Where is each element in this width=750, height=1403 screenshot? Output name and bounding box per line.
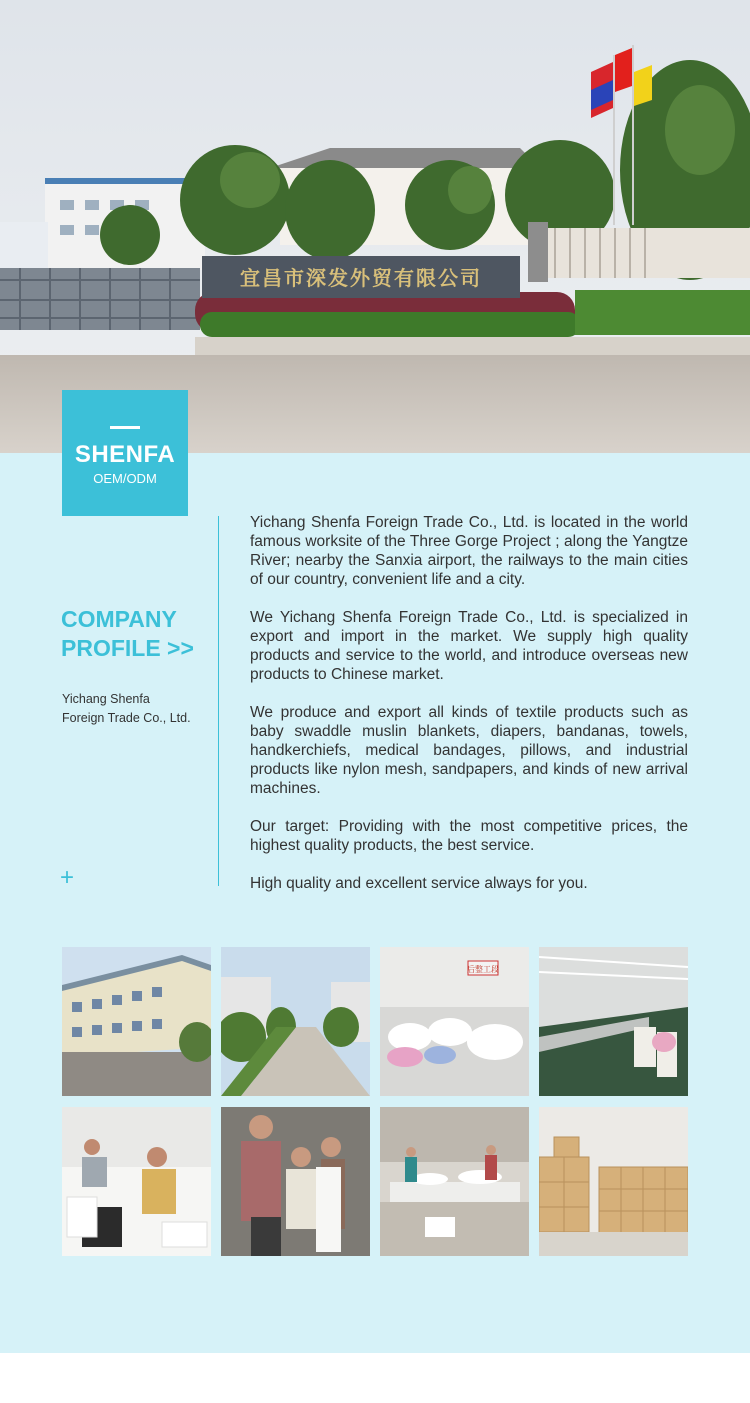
hero-factory-photo xyxy=(0,0,750,453)
badge-divider xyxy=(110,426,140,429)
paragraph-products: We produce and export all kinds of textile products such as baby swaddle muslin blankets, diapers, bandanas, towels, handkerchiefs, medical bandages, pillows, and industrial products like nylon mesh, sandpapers, and kinds of new arrival machines. xyxy=(250,704,688,797)
profile-description xyxy=(250,513,688,912)
warehouse-sign: 后整工段 xyxy=(467,965,499,974)
divider-line xyxy=(218,516,219,886)
heading-line2: PROFILE >> xyxy=(61,635,194,661)
cartons-photo[interactable] xyxy=(539,1107,688,1256)
factory-road-photo[interactable] xyxy=(221,947,370,1096)
company-name xyxy=(62,690,212,728)
warehouse-shelves-photo[interactable] xyxy=(380,947,529,1096)
company-profile-heading[interactable] xyxy=(61,605,194,663)
paragraph-business: We Yichang Shenfa Foreign Trade Co., Ltd. is specialized in export and import in the market. We supply high quality products and service to the world, and introduce overseas new products to Chinese market. xyxy=(250,609,688,683)
paragraph-location: Yichang Shenfa Foreign Trade Co., Ltd. is located in the world famous worksite of the Three Gorge Project ; along the Yangtze River; nearby the Sanxia airport, the railways to the main cities of our country, convenient life and a city. xyxy=(250,514,688,588)
heading-line1: COMPANY xyxy=(61,606,177,632)
plus-icon[interactable]: + xyxy=(60,864,75,891)
paragraph-target: Our target: Providing with the most competitive prices, the highest quality products, the best service. xyxy=(250,818,688,854)
company-name-line1: Yichang Shenfa xyxy=(62,692,150,706)
inspection-photo[interactable] xyxy=(221,1107,370,1256)
badge-brand: SHENFA xyxy=(74,441,176,468)
company-name-line2: Foreign Trade Co., Ltd. xyxy=(62,711,191,725)
hero-sign-text: 宜昌市深发外贸有限公司 xyxy=(240,266,482,290)
packing-tables-photo[interactable] xyxy=(380,1107,529,1256)
sewing-workers-photo[interactable] xyxy=(62,1107,211,1256)
badge-subtitle: OEM/ODM xyxy=(93,471,157,486)
workshop-photo[interactable] xyxy=(539,947,688,1096)
paragraph-quality: High quality and excellent service always for you. xyxy=(250,875,588,892)
shenfa-badge xyxy=(62,390,188,516)
factory-building-photo[interactable] xyxy=(62,947,211,1096)
